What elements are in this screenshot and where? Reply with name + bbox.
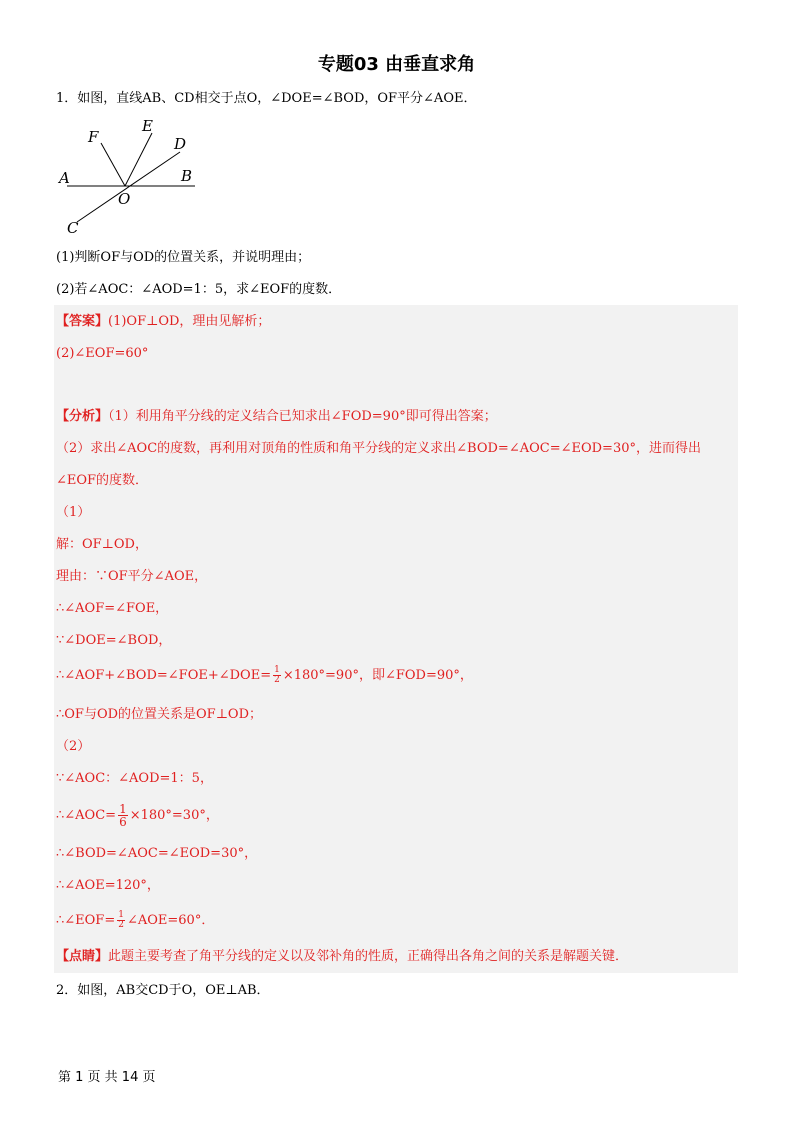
- analysis-2: （2）求出∠AOC的度数，再利用对顶角的性质和角平分线的定义求出∠BOD=∠AOC=∠EOD=30°，进而得出: [56, 441, 701, 456]
- answer-2: (2)∠EOF=60°: [56, 346, 149, 361]
- answer-1: (1)OF⊥OD，理由见解析；: [108, 314, 271, 329]
- geometry-diagram: [55, 115, 215, 240]
- solution-step-7: ∵∠AOC：∠AOD=1：5，: [56, 771, 213, 786]
- step-11-right: ∠AOE=60°．: [126, 913, 215, 928]
- answer-tag: 【答案】: [56, 314, 109, 329]
- analysis-3: ∠EOF的度数．: [56, 473, 149, 488]
- solution-step-5: [56, 666, 473, 685]
- comment-line: [56, 948, 628, 966]
- page-title: 专题03 由垂直求角: [317, 54, 476, 75]
- solution-step-9: ∴∠BOD=∠AOC=∠EOD=30°，: [56, 846, 258, 861]
- label-f: F: [88, 128, 99, 146]
- label-e: E: [142, 117, 153, 135]
- label-d: D: [174, 135, 187, 153]
- solution-step-3: ∴∠AOF=∠FOE，: [56, 601, 169, 616]
- solution-step-6: ∴OF与OD的位置关系是OF⊥OD；: [56, 707, 263, 722]
- solution-step-1: 解：OF⊥OD，: [56, 537, 148, 552]
- question-1-stem: 1．如图，直线AB、CD相交于点O，∠DOE=∠BOD，OF平分∠AOE．: [56, 91, 477, 106]
- analysis-1: （1）利用角平分线的定义结合已知求出∠FOD=90°即可得出答案；: [108, 409, 497, 424]
- answer-line-1: [56, 313, 270, 331]
- solution-part-2-tag: （2）: [56, 739, 91, 754]
- step-11-left: ∴∠EOF=: [56, 913, 116, 928]
- label-b: B: [181, 167, 193, 185]
- solution-step-4: ∵∠DOE=∠BOD，: [56, 633, 172, 648]
- solution-step-10: ∴∠AOE=120°，: [56, 878, 160, 893]
- solution-step-2: 理由：∵OF平分∠AOE，: [56, 569, 208, 584]
- step-5-left: ∴∠AOF+∠BOD=∠FOE+∠DOE=: [56, 668, 272, 683]
- question-2-stem: 2．如图，AB交CD于O，OE⊥AB．: [56, 983, 270, 998]
- analysis-tag: 【分析】: [56, 409, 109, 424]
- comment-tag: 【点睛】: [56, 949, 109, 964]
- fraction-half: $\frac{1}{2}$: [274, 665, 280, 685]
- solution-step-11: [56, 911, 214, 930]
- step-8-left: ∴∠AOC=: [56, 808, 117, 823]
- question-1-part-1: (1)判断OF与OD的位置关系，并说明理由；: [56, 250, 311, 265]
- comment-text: 此题主要考查了角平分线的定义以及邻补角的性质，正确得出各角之间的关系是解题关键．: [108, 949, 629, 964]
- label-a: A: [59, 169, 70, 187]
- analysis-line-1: [56, 408, 497, 426]
- question-1-part-2: (2)若∠AOC：∠AOD=1：5，求∠EOF的度数．: [56, 282, 342, 297]
- solution-part-1-tag: （1）: [56, 505, 91, 520]
- page-footer: 第 1 页 共 14 页: [58, 1070, 156, 1085]
- step-5-right: ×180°=90°，即∠FOD=90°，: [282, 668, 473, 683]
- step-8-right: ×180°=30°，: [129, 808, 219, 823]
- label-c: C: [67, 219, 79, 237]
- fraction-half-2: $\frac{1}{2}$: [118, 910, 124, 930]
- fraction-sixth: $\frac{1}{6}$: [119, 802, 127, 829]
- solution-step-8: [56, 803, 219, 828]
- label-o: O: [118, 190, 131, 208]
